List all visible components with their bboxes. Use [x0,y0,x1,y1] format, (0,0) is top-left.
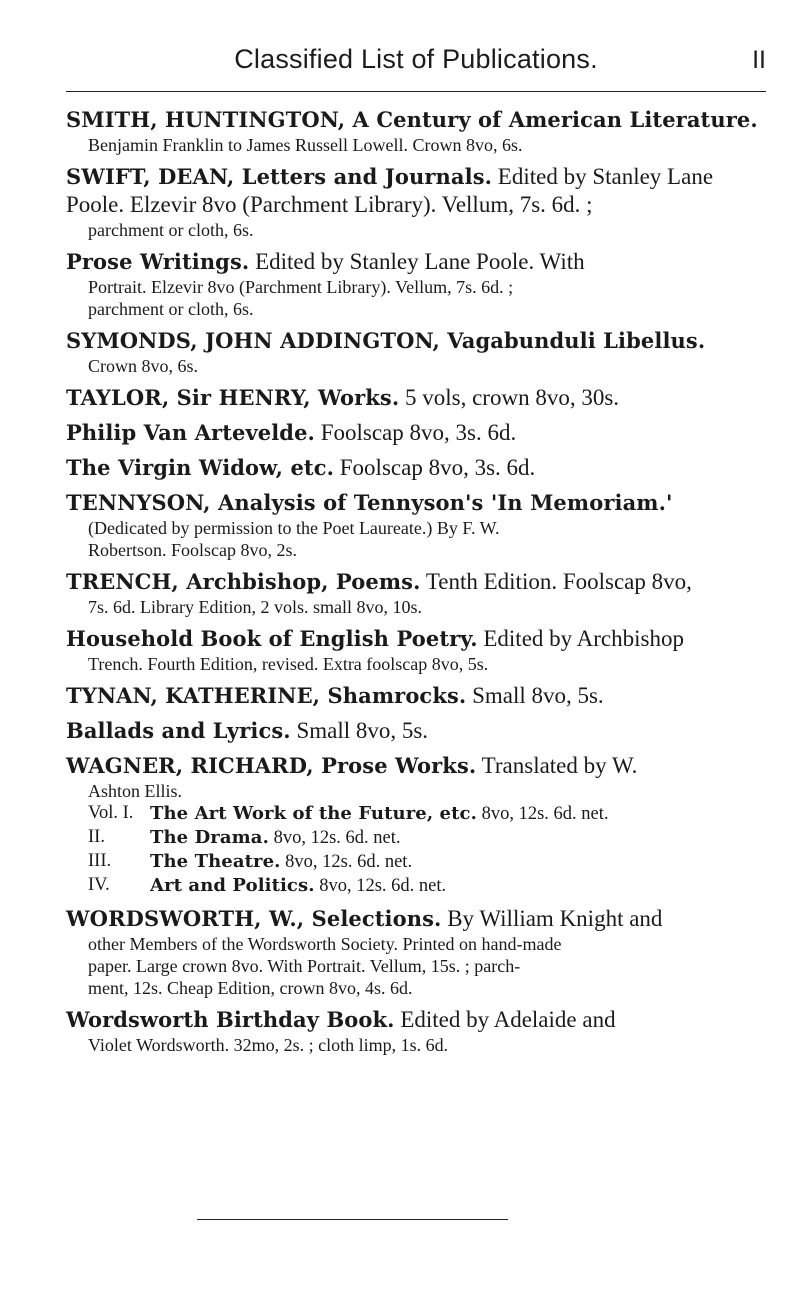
entry-title: WAGNER, RICHARD, Prose Works. [66,753,477,778]
publication-list [66,106,766,1063]
volume-number: IV. [88,875,110,895]
footer-rule [197,1219,508,1220]
page-number: II [752,46,766,74]
entry-details: Foolscap 8vo, 3s. 6d. [314,420,517,445]
volume-row [66,802,766,826]
entry-line: ment, 12s. Cheap Edition, crown 8vo, 4s. 6d. [88,978,413,998]
entry-heading [66,905,766,933]
volume-number: III. [88,851,112,871]
volume-details: 8vo, 12s. 6d. net. [280,852,413,872]
entry-details: Edited by Archbishop [477,626,684,651]
volume-title: The Art Work of the Future, etc. [150,803,477,824]
entry-heading [66,568,766,596]
entry-line: Benjamin Franklin to James Russell Lowell. Crown 8vo, 6s. [88,135,523,155]
entry-heading [66,682,766,710]
entry-title: SYMONDS, JOHN ADDINGTON, Vagabunduli Libellus. [66,328,706,353]
volume-title: The Drama. [150,827,269,848]
entry-line: other Members of the Wordsworth Society. Printed on hand-made [88,934,562,954]
entry-heading [66,248,766,276]
entry-details: Edited by Adelaide and [394,1007,616,1032]
entry-heading [66,419,766,447]
entry-line: Robertson. Foolscap 8vo, 2s. [88,540,297,560]
publication-entry [66,384,766,412]
publication-entry [66,752,766,898]
publication-entry [66,327,766,377]
entry-heading [66,163,766,219]
entry-title: Philip Van Artevelde. [66,420,315,445]
entry-line: Violet Wordsworth. 32mo, 2s. ; cloth limp, 1s. 6d. [88,1035,449,1055]
volume-number: II. [88,827,105,847]
publication-entry [66,717,766,745]
entry-heading [66,384,766,412]
entry-line: paper. Large crown 8vo. With Portrait. Vellum, 15s. ; parch- [88,956,521,976]
entry-details: Edited by Stanley Lane Poole. Elzevir 8vo (Parchment Library). Vellum, 7s. 6d. ; [66,164,714,217]
publication-entry [66,419,766,447]
entry-heading [66,752,766,780]
publication-entry [66,163,766,241]
volume-title: The Theatre. [150,851,281,872]
entry-heading [66,1006,766,1034]
entry-line: Trench. Fourth Edition, revised. Extra foolscap 8vo, 5s. [88,654,489,674]
entry-heading [66,327,766,355]
entry-line: Portrait. Elzevir 8vo (Parchment Library). Vellum, 7s. 6d. ; [88,277,514,297]
entry-title: TRENCH, Archbishop, Poems. [66,569,421,594]
entry-details: Edited by Stanley Lane Poole. With [249,249,585,274]
entry-title: WORDSWORTH, W., Selections. [66,906,442,931]
entry-heading [66,625,766,653]
entry-heading [66,106,766,134]
entry-details: Translated by W. [476,753,638,778]
publication-entry [66,454,766,482]
volume-row [66,826,766,850]
entry-line: 7s. 6d. Library Edition, 2 vols. small 8vo, 10s. [88,597,422,617]
publication-entry [66,568,766,618]
page [66,0,766,1055]
entry-title: SMITH, HUNTINGTON, A Century of American Literature. [66,107,758,132]
entry-line: (Dedicated by permission to the Poet Laureate.) By F. W. [88,518,500,538]
entry-title: Wordsworth Birthday Book. [66,1007,395,1032]
entry-title: SWIFT, DEAN, Letters and Journals. [66,164,493,189]
publication-entry [66,682,766,710]
publication-entry [66,625,766,675]
entry-line: parchment or cloth, 6s. [88,220,254,240]
volume-details: 8vo, 12s. 6d. net. [314,876,447,896]
entry-details: Foolscap 8vo, 3s. 6d. [334,455,536,480]
header-rule [66,91,766,92]
entry-details: Tenth Edition. Foolscap 8vo, [420,569,692,594]
entry-title: TYNAN, KATHERINE, Shamrocks. [66,683,467,708]
entry-title: TENNYSON, Analysis of Tennyson's 'In Memoriam.' [66,490,673,515]
entry-details: By William Knight and [441,906,663,931]
entry-heading [66,489,766,517]
entry-line: Ashton Ellis. [88,781,183,801]
volume-row [66,874,766,898]
publication-entry [66,489,766,561]
volume-title: Art and Politics. [150,875,315,896]
entry-title: Prose Writings. [66,249,250,274]
volume-details: 8vo, 12s. 6d. net. [268,828,401,848]
entry-title: TAYLOR, Sir HENRY, Works. [66,385,400,410]
entry-details: Small 8vo, 5s. [290,718,429,743]
volume-number: Vol. I. [88,803,134,823]
entry-line: Crown 8vo, 6s. [88,356,199,376]
entry-line: parchment or cloth, 6s. [88,299,254,319]
volume-row [66,850,766,874]
page-header [66,0,766,92]
entry-details: Small 8vo, 5s. [466,683,604,708]
entry-title: Ballads and Lyrics. [66,718,291,743]
entry-heading [66,717,766,745]
entry-details: 5 vols, crown 8vo, 30s. [399,385,620,410]
publication-entry [66,905,766,999]
entry-title: Household Book of English Poetry. [66,626,478,651]
publication-entry [66,1006,766,1056]
publication-entry [66,106,766,156]
volume-details: 8vo, 12s. 6d. net. [476,804,609,824]
entry-heading [66,454,766,482]
entry-title: The Virgin Widow, etc. [66,455,335,480]
page-title: Classified List of Publications. [234,44,598,74]
publication-entry [66,248,766,320]
